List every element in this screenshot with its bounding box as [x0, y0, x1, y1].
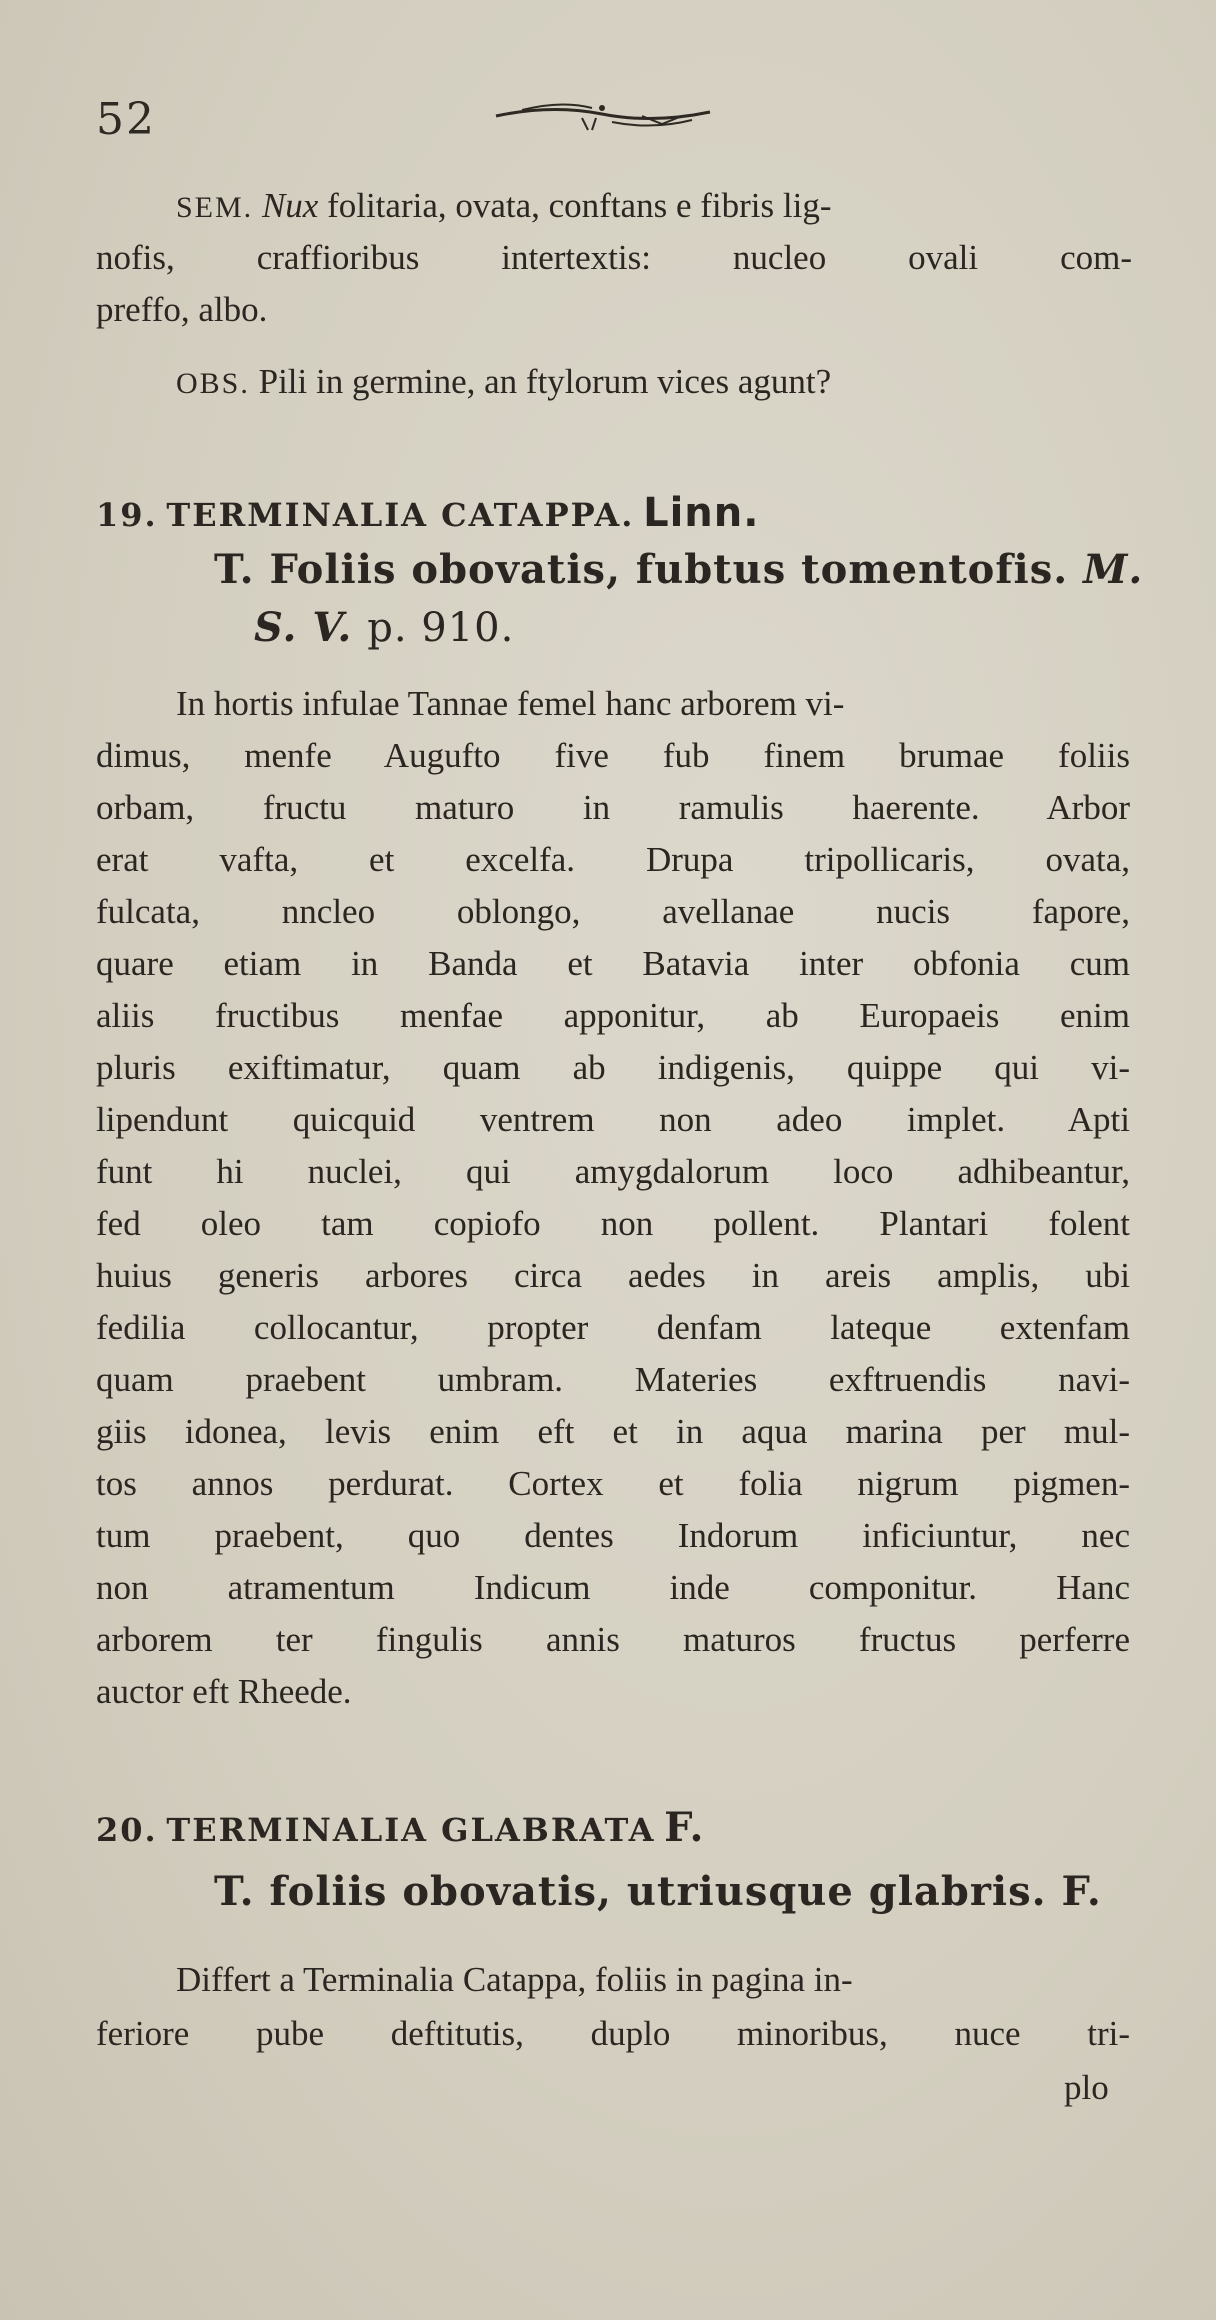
- sem-line-1: [176, 186, 832, 226]
- entry-20-body-line-1: Differt a Terminalia Catappa, foliis in pagina in-: [176, 1960, 853, 1999]
- entry-19-body-line-12: huius generis arbores circa aedes in areis amplis, ubi: [96, 1256, 1130, 1295]
- entry-20-name: TERMINALIA GLABRATA: [166, 1811, 656, 1849]
- obs-text: Pili in germine, an ftylorum vices agunt?: [258, 362, 832, 401]
- entry-19-diagnosis-text: T. Foliis obovatis, fubtus tomentofis.: [214, 546, 1069, 593]
- obs-label: OBS.: [176, 367, 250, 400]
- sem-line-2: nofis, craffioribus intertextis: nucleo ovali com-: [96, 238, 1132, 277]
- entry-19-body-line-20: auctor eft Rheede.: [96, 1672, 352, 1711]
- entry-19-body-line-17: tum praebent, quo dentes Indorum inficiuntur, nec: [96, 1516, 1130, 1555]
- catchword: plo: [1064, 2068, 1109, 2107]
- entry-19-body-line-14: quam praebent umbram. Materies exftruendis navi-: [96, 1360, 1130, 1399]
- entry-20-number: 20.: [96, 1811, 158, 1849]
- entry-19-diagnosis-1: [214, 546, 1143, 593]
- entry-20-body-line-2: feriore pube deftitutis, duplo minoribus, nuce tri-: [96, 2014, 1130, 2053]
- entry-19-body-line-16: tos annos perdurat. Cortex et folia nigrum pigmen-: [96, 1464, 1130, 1503]
- entry-19-body-line-5: fulcata, nncleo oblongo, avellanae nucis fapore,: [96, 892, 1130, 931]
- entry-20-author: F.: [664, 1804, 705, 1851]
- entry-19-body-line-2: dimus, menfe Augufto five fub finem brumae foliis: [96, 736, 1130, 775]
- sem-label: SEM.: [176, 191, 254, 224]
- entry-19-body-line-18: non atramentum Indicum inde componitur. Hanc: [96, 1568, 1130, 1607]
- obs-line: [176, 362, 831, 402]
- entry-19-body-line-4: erat vafta, et excelfa. Drupa tripollicaris, ovata,: [96, 840, 1130, 879]
- sem-nux: Nux: [261, 186, 319, 225]
- entry-19-number: 19.: [96, 496, 158, 534]
- entry-19-body-line-8: pluris exiftimatur, quam ab indigenis, quippe qui vi-: [96, 1048, 1130, 1087]
- sem-text-1: folitaria, ovata, conftans e fibris lig-: [327, 186, 832, 225]
- entry-19-heading: [96, 490, 759, 536]
- page-number: 52: [96, 94, 156, 145]
- entry-19-body-line-6: quare etiam in Banda et Batavia inter obfonia cum: [96, 944, 1130, 983]
- entry-19-author: Linn.: [643, 490, 760, 536]
- entry-19-diagnosis-ref: M.: [1083, 546, 1144, 593]
- entry-19-body-line-7: aliis fructibus menfae apponitur, ab Europaeis enim: [96, 996, 1130, 1035]
- entry-19-body-line-11: fed oleo tam copiofo non pollent. Plantari folent: [96, 1204, 1130, 1243]
- ornament-icon: [492, 96, 714, 136]
- entry-19-body-line-15: giis idonea, levis enim eft et in aqua marina per mul-: [96, 1412, 1130, 1451]
- entry-19-body-line-13: fedilia collocantur, propter denfam lateque extenfam: [96, 1308, 1130, 1347]
- entry-19-name: TERMINALIA CATAPPA.: [166, 496, 635, 534]
- entry-19-ref-sv: S. V.: [254, 604, 353, 651]
- entry-20-heading: [96, 1804, 704, 1851]
- entry-19-body-line-3: orbam, fructu maturo in ramulis haerente. Arbor: [96, 788, 1130, 827]
- entry-20-diagnosis: T. foliis obovatis, utriusque glabris. F.: [214, 1868, 1102, 1915]
- entry-19-body-line-1: In hortis infulae Tannae femel hanc arborem vi-: [176, 684, 845, 723]
- entry-19-body-line-10: funt hi nuclei, qui amygdalorum loco adhibeantur,: [96, 1152, 1130, 1191]
- entry-19-body-line-9: lipendunt quicquid ventrem non adeo implet. Apti: [96, 1100, 1130, 1139]
- entry-19-body-line-19: arborem ter fingulis annis maturos fructus perferre: [96, 1620, 1130, 1659]
- sem-line-3: preffo, albo.: [96, 290, 268, 329]
- entry-19-diagnosis-2: [254, 604, 514, 651]
- entry-19-ref-page: p. 910.: [367, 605, 515, 651]
